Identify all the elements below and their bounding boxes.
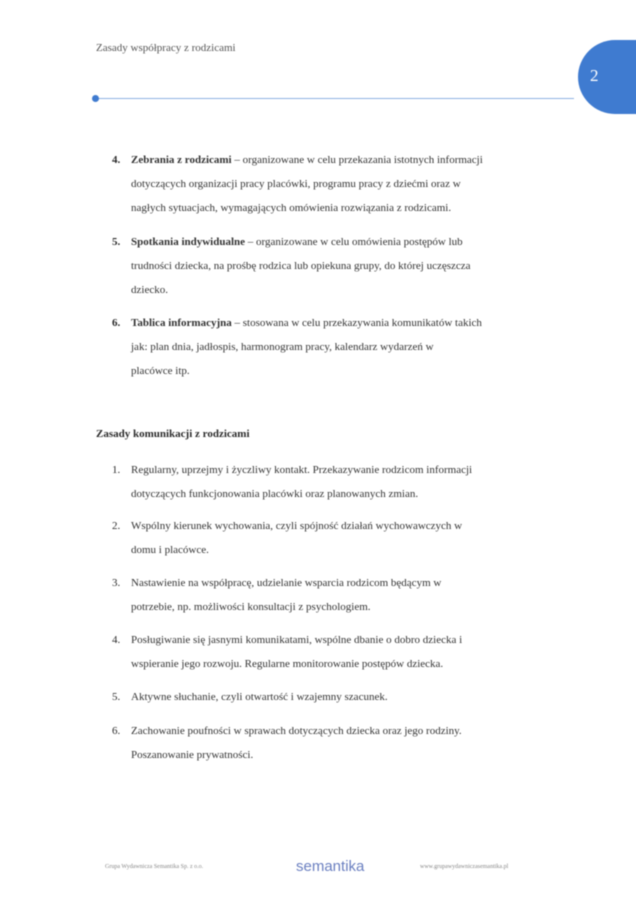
list-item-text: Nastawienie na współpracę, udzielanie wsparcia rodzicom będącym w [131, 577, 442, 589]
list-item-number: 6. [112, 725, 121, 737]
list-item [131, 458, 551, 506]
list-item [131, 514, 551, 562]
list-item-number: 2. [112, 520, 121, 532]
list-item-lead: Zebrania z rodzicami [131, 154, 232, 166]
list-item-text: domu i placówce. [131, 544, 209, 556]
list-item-text: dotyczących organizacji pracy placówki, programu pracy z dziećmi oraz w [131, 178, 461, 190]
header-divider [96, 98, 574, 99]
page-number-tab [578, 40, 636, 114]
list-item-number: 1. [112, 464, 121, 476]
list-item [131, 719, 551, 767]
list-item [131, 311, 551, 383]
list-item-text: Posługiwanie się jasnymi komunikatami, wspólne dbanie o dobro dziecka i [131, 634, 463, 646]
list-item-text: – stosowana w celu przekazywania komunikatów takich [231, 317, 482, 329]
list-item [131, 571, 551, 619]
footer-logo: semantika [296, 858, 365, 875]
list-item-number: 5. [112, 691, 121, 703]
list-item-text: dotyczących funkcjonowania placówki oraz planowanych zmian. [131, 488, 419, 500]
list-item-text: Wspólny kierunek wychowania, czyli spójność działań wychowawczych w [131, 520, 463, 532]
list-item-text: potrzebie, np. możliwości konsultacji z psychologiem. [131, 601, 371, 613]
list-item-number: 5. [112, 236, 121, 248]
list-item-text: wspieranie jego rozwoju. Regularne monitorowanie postępów dziecka. [131, 658, 444, 670]
list-item-number: 3. [112, 577, 121, 589]
document-header-title: Zasady współpracy z rodzicami [96, 42, 236, 54]
list-item-text: trudności dziecka, na prośbę rodzica lub opiekuna grupy, do której uczęszcza [131, 260, 471, 272]
list-item-number: 4. [112, 154, 121, 166]
list-item-number: 6. [112, 317, 121, 329]
list-item [131, 148, 551, 220]
list-item-text: – organizowane w celu omówienia postępów lub [245, 236, 463, 248]
list-item-text: – organizowane w celu przekazania istotnych informacji [231, 154, 483, 166]
list-item-text: jak: plan dnia, jadłospis, harmonogram pracy, kalendarz wydarzeń w [131, 341, 434, 353]
list-item-text: placówce itp. [131, 365, 190, 377]
list-item [131, 685, 551, 709]
list-item-number: 4. [112, 634, 121, 646]
header-divider-dot [92, 95, 99, 102]
list-item-lead: Tablica informacyjna [131, 317, 232, 329]
list-item-text: Zachowanie poufności w sprawach dotyczących dziecka oraz jego rodziny. [131, 725, 462, 737]
list-item-text: dziecko. [131, 284, 168, 296]
list-item-text: Aktywne słuchanie, czyli otwartość i wzajemny szacunek. [131, 691, 388, 703]
list-item-text: Poszanowanie prywatności. [131, 749, 254, 761]
list-item [131, 230, 551, 302]
list-item-text: nagłych sytuacjach, wymagających omówienia rozwiązania z rodzicami. [131, 202, 452, 214]
section-heading: Zasady komunikacji z rodzicami [96, 428, 250, 440]
list-item-text: Regularny, uprzejmy i życzliwy kontakt. Przekazywanie rodzicom informacji [131, 464, 473, 476]
page-number: 2 [590, 66, 599, 85]
list-item-lead: Spotkania indywidualne [131, 236, 246, 248]
list-item [131, 628, 551, 676]
footer-publisher: Grupa Wydawnicza Semantika Sp. z o.o. [105, 864, 204, 870]
footer-website: www.grupawydawniczasemantika.pl [420, 864, 509, 870]
